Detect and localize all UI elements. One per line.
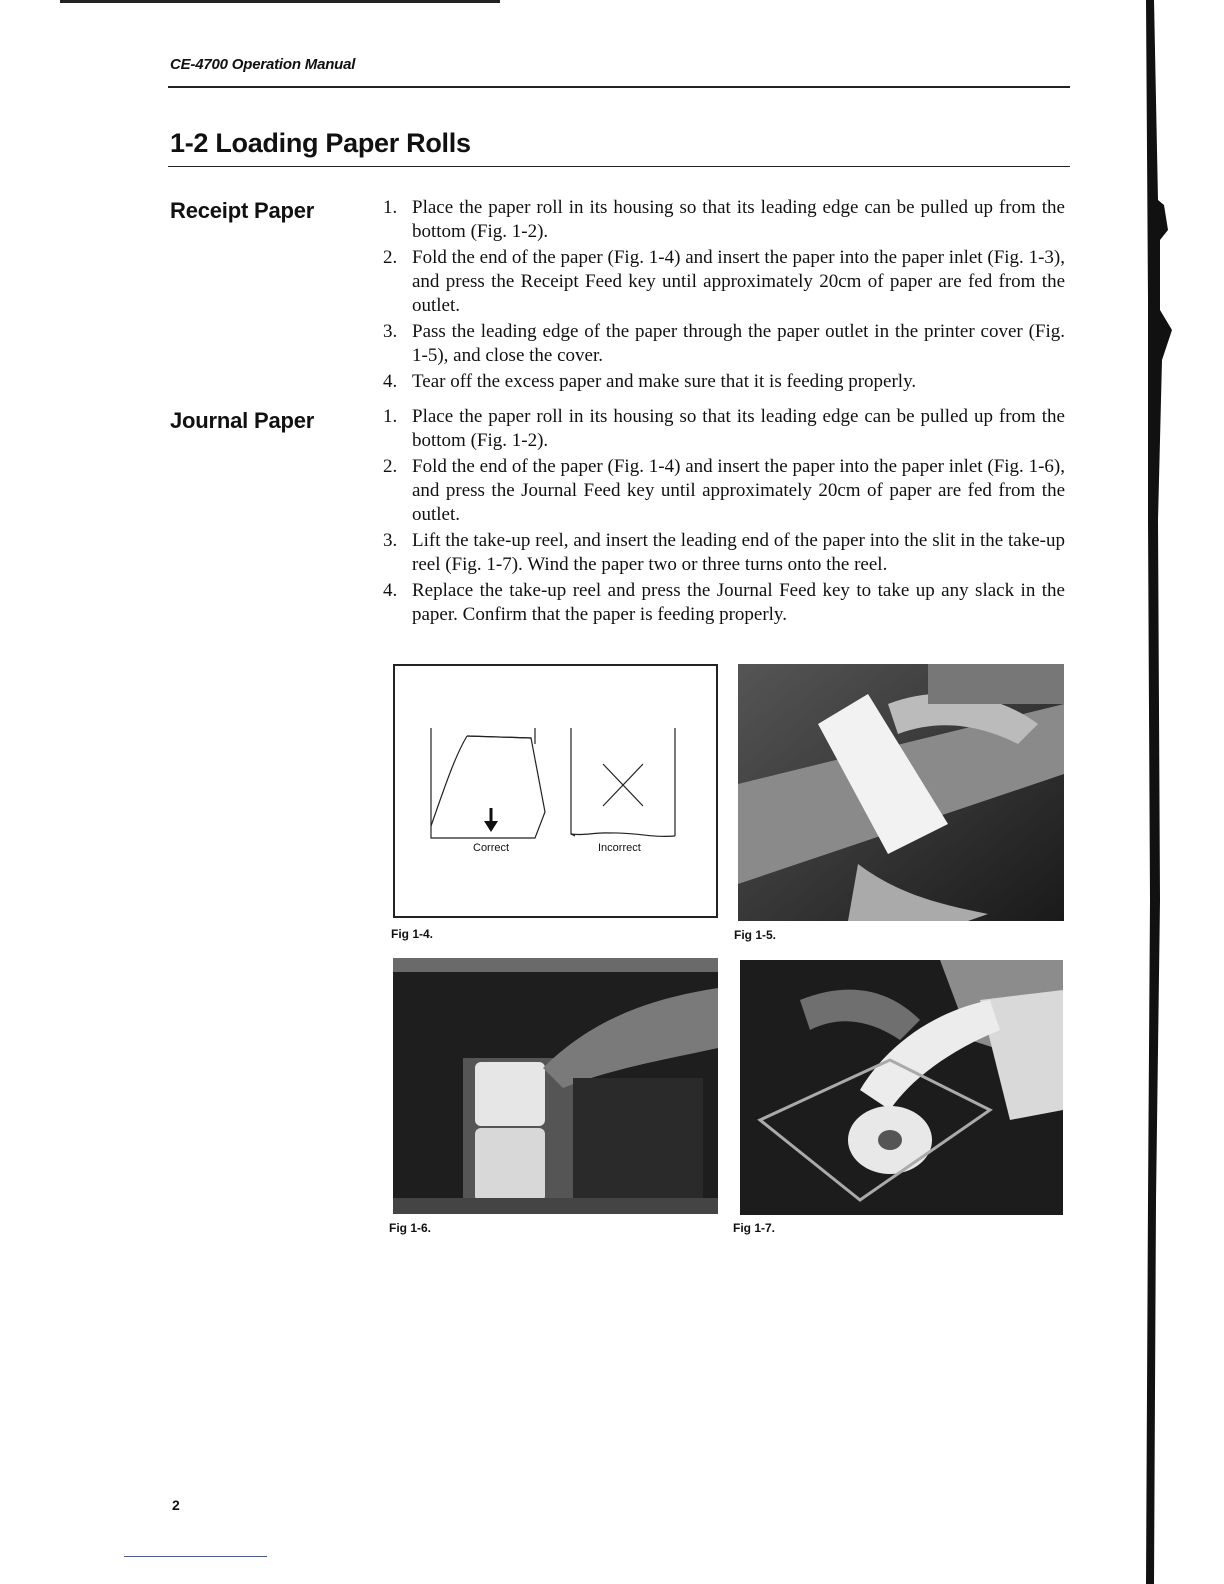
incorrect-label: Incorrect xyxy=(598,842,641,854)
top-scan-rule xyxy=(60,0,500,3)
paper-fold-diagram xyxy=(395,666,716,916)
header-rule xyxy=(168,86,1070,88)
list-item: 4. Tear off the excess paper and make sure that it is feeding properly. xyxy=(383,371,917,392)
bottom-rule xyxy=(124,1556,267,1557)
fig-1-4-diagram xyxy=(393,664,718,918)
receipt-paper-heading: Receipt Paper xyxy=(170,198,315,223)
title-rule xyxy=(168,166,1070,167)
correct-label: Correct xyxy=(473,842,510,854)
list-item: 1. Place the paper roll in its housing so that its leading edge can be pulled up from the bottom (Fig. 1-2). xyxy=(383,197,1065,242)
list-item: 2. Fold the end of the paper (Fig. 1-4) and insert the paper into the paper inlet (Fig. 1-6), and press the Journal Feed key until approximately 20cm of paper are fed from the outlet. xyxy=(383,456,1065,525)
section-title: 1-2 Loading Paper Rolls xyxy=(170,128,471,158)
fig-1-4-caption: Fig 1-4. xyxy=(391,927,434,941)
scan-binding-edge xyxy=(1124,0,1224,1584)
fig-1-7-photo xyxy=(740,960,1063,1215)
fig-1-6-caption: Fig 1-6. xyxy=(389,1221,432,1235)
manual-header: CE-4700 Operation Manual xyxy=(170,56,356,73)
fig-1-5-photo xyxy=(738,664,1064,921)
list-item: 4. Replace the take-up reel and press the Journal Feed key to take up any slack in the paper. Confirm that the paper is feeding properly. xyxy=(383,580,1065,625)
journal-steps-list xyxy=(383,405,1065,629)
list-item: 3. Lift the take-up reel, and insert the leading end of the paper into the slit in the take-up reel (Fig. 1-7). Wind the paper two or three turns onto the reel. xyxy=(383,530,1065,575)
fig-1-7-caption: Fig 1-7. xyxy=(733,1221,776,1235)
page-number: 2 xyxy=(172,1497,180,1513)
list-item: 3. Pass the leading edge of the paper through the paper outlet in the printer cover (Fig. 1-5), and close the cover. xyxy=(383,321,1065,366)
fig-1-5-caption: Fig 1-5. xyxy=(734,928,777,942)
list-item: 1. Place the paper roll in its housing so that its leading edge can be pulled up from the bottom (Fig. 1-2). xyxy=(383,406,1065,451)
receipt-steps-list xyxy=(383,196,1065,396)
list-item: 2. Fold the end of the paper (Fig. 1-4) and insert the paper into the paper inlet (Fig. 1-3), and press the Receipt Feed key until approximately 20cm of paper are fed from the outlet. xyxy=(383,247,1065,316)
fig-1-6-photo xyxy=(393,958,718,1214)
journal-paper-heading: Journal Paper xyxy=(170,408,315,433)
